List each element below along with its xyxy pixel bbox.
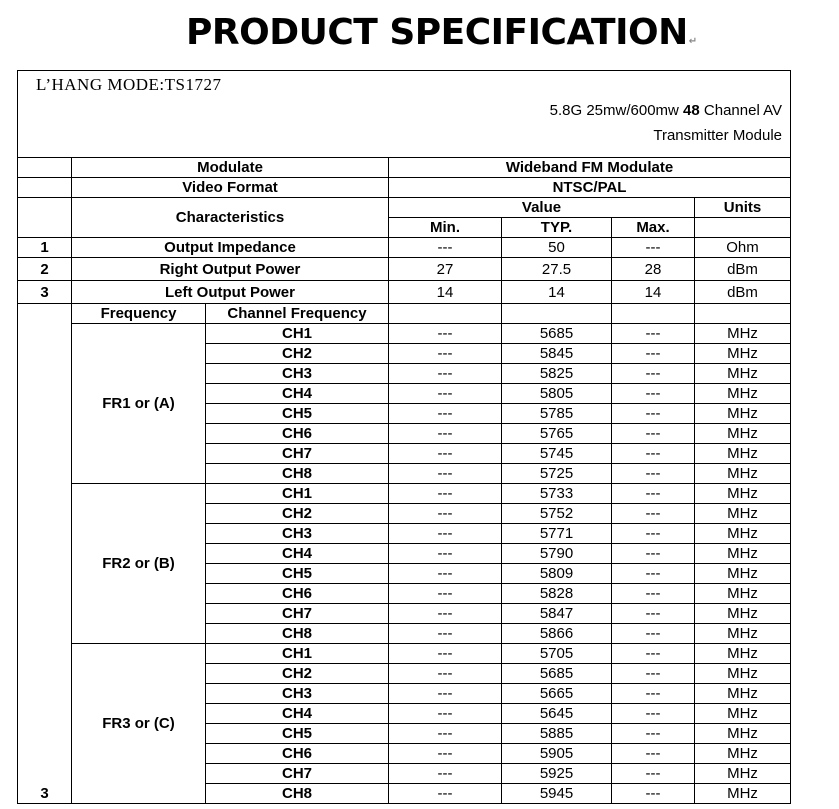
product-description xyxy=(550,101,782,120)
channel-name: CH7 xyxy=(206,604,389,624)
channel-name: CH4 xyxy=(206,704,389,724)
channel-name: CH7 xyxy=(206,764,389,784)
empty-cell xyxy=(612,304,695,324)
channel-typ: 5885 xyxy=(502,724,612,744)
empty-cell xyxy=(502,304,612,324)
channel-max: --- xyxy=(612,704,695,724)
channel-max: --- xyxy=(612,504,695,524)
header-cell xyxy=(18,71,791,158)
channel-row xyxy=(18,324,791,344)
channel-max: --- xyxy=(612,484,695,504)
channel-frequency-label: Channel Frequency xyxy=(206,304,389,324)
value-label: Value xyxy=(389,198,695,218)
channel-min: --- xyxy=(389,384,502,404)
channel-max: --- xyxy=(612,404,695,424)
channel-min: --- xyxy=(389,764,502,784)
channel-unit: MHz xyxy=(695,384,791,404)
channel-typ: 5785 xyxy=(502,404,612,424)
channel-typ: 5905 xyxy=(502,744,612,764)
channel-min: --- xyxy=(389,644,502,664)
title-text: PRODUCT SPECIFICATION xyxy=(186,12,688,53)
channel-unit: MHz xyxy=(695,764,791,784)
channel-name: CH5 xyxy=(206,724,389,744)
channel-typ: 5825 xyxy=(502,364,612,384)
channel-typ: 5805 xyxy=(502,384,612,404)
channel-name: CH5 xyxy=(206,564,389,584)
spec-unit: Ohm xyxy=(695,238,791,258)
channel-max: --- xyxy=(612,644,695,664)
channel-typ: 5752 xyxy=(502,504,612,524)
empty-cell xyxy=(18,198,72,238)
channel-max: --- xyxy=(612,444,695,464)
header-row xyxy=(18,71,791,158)
channel-unit: MHz xyxy=(695,584,791,604)
channel-unit: MHz xyxy=(695,784,791,804)
spec-max: 14 xyxy=(612,281,695,304)
desc-part1: 5.8G 25mw/600mw xyxy=(549,102,684,119)
modulate-row xyxy=(18,158,791,178)
channel-typ: 5725 xyxy=(502,464,612,484)
modulate-value: Wideband FM Modulate xyxy=(389,158,791,178)
channel-typ: 5925 xyxy=(502,764,612,784)
spec-table xyxy=(17,70,791,804)
channel-max: --- xyxy=(612,564,695,584)
channel-max: --- xyxy=(612,664,695,684)
spec-min: --- xyxy=(389,238,502,258)
channel-unit: MHz xyxy=(695,544,791,564)
spec-min: 27 xyxy=(389,258,502,281)
channel-typ: 5645 xyxy=(502,704,612,724)
channel-typ: 5945 xyxy=(502,784,612,804)
channel-name: CH2 xyxy=(206,344,389,364)
channel-name: CH4 xyxy=(206,544,389,564)
channel-min: --- xyxy=(389,584,502,604)
channel-name: CH3 xyxy=(206,364,389,384)
channel-max: --- xyxy=(612,344,695,364)
spec-table-wrapper xyxy=(17,70,790,804)
channel-name: CH3 xyxy=(206,684,389,704)
channel-row xyxy=(18,484,791,504)
spec-max: 28 xyxy=(612,258,695,281)
empty-cell xyxy=(389,304,502,324)
desc-bold: 48 xyxy=(683,102,700,119)
spec-number: 3 xyxy=(18,281,72,304)
channel-typ: 5847 xyxy=(502,604,612,624)
channel-min: --- xyxy=(389,744,502,764)
channel-max: --- xyxy=(612,624,695,644)
spec-name: Output Impedance xyxy=(72,238,389,258)
value-header-row xyxy=(18,198,791,218)
paragraph-mark: ↵ xyxy=(688,36,697,47)
channel-unit: MHz xyxy=(695,524,791,544)
channel-min: --- xyxy=(389,424,502,444)
channel-max: --- xyxy=(612,684,695,704)
channel-min: --- xyxy=(389,564,502,584)
empty-cell xyxy=(18,178,72,198)
channel-min: --- xyxy=(389,604,502,624)
min-label: Min. xyxy=(389,218,502,238)
spec-typ: 27.5 xyxy=(502,258,612,281)
channel-unit: MHz xyxy=(695,704,791,724)
spec-row xyxy=(18,238,791,258)
video-format-value: NTSC/PAL xyxy=(389,178,791,198)
channel-unit: MHz xyxy=(695,744,791,764)
group-label: FR1 or (A) xyxy=(72,324,206,484)
video-format-label: Video Format xyxy=(72,178,389,198)
channel-min: --- xyxy=(389,544,502,564)
channel-min: --- xyxy=(389,704,502,724)
channel-unit: MHz xyxy=(695,344,791,364)
product-description-line2: Transmitter Module xyxy=(653,127,783,144)
channel-unit: MHz xyxy=(695,644,791,664)
channel-max: --- xyxy=(612,604,695,624)
channel-typ: 5866 xyxy=(502,624,612,644)
channel-typ: 5809 xyxy=(502,564,612,584)
channel-max: --- xyxy=(612,364,695,384)
channel-unit: MHz xyxy=(695,664,791,684)
channel-name: CH7 xyxy=(206,444,389,464)
channel-min: --- xyxy=(389,724,502,744)
modulate-label: Modulate xyxy=(72,158,389,178)
channel-unit: MHz xyxy=(695,684,791,704)
channel-unit: MHz xyxy=(695,364,791,384)
channel-name: CH6 xyxy=(206,424,389,444)
channel-name: CH8 xyxy=(206,464,389,484)
channel-name: CH2 xyxy=(206,504,389,524)
channel-typ: 5685 xyxy=(502,664,612,684)
channel-unit: MHz xyxy=(695,484,791,504)
channel-row xyxy=(18,644,791,664)
channel-max: --- xyxy=(612,584,695,604)
spec-unit: dBm xyxy=(695,281,791,304)
channel-typ: 5745 xyxy=(502,444,612,464)
channel-typ: 5665 xyxy=(502,684,612,704)
channel-max: --- xyxy=(612,764,695,784)
spec-row xyxy=(18,258,791,281)
channel-max: --- xyxy=(612,744,695,764)
channel-typ: 5705 xyxy=(502,644,612,664)
channel-unit: MHz xyxy=(695,444,791,464)
channel-max: --- xyxy=(612,524,695,544)
spec-typ: 50 xyxy=(502,238,612,258)
channel-max: --- xyxy=(612,724,695,744)
channel-min: --- xyxy=(389,324,502,344)
channel-max: --- xyxy=(612,424,695,444)
group-label: FR2 or (B) xyxy=(72,484,206,644)
spec-min: 14 xyxy=(389,281,502,304)
channel-max: --- xyxy=(612,544,695,564)
section-number: 3 xyxy=(18,304,72,804)
channel-min: --- xyxy=(389,444,502,464)
spec-name: Right Output Power xyxy=(72,258,389,281)
channel-unit: MHz xyxy=(695,624,791,644)
channel-typ: 5828 xyxy=(502,584,612,604)
units-label: Units xyxy=(695,198,791,218)
spec-number: 2 xyxy=(18,258,72,281)
channel-name: CH5 xyxy=(206,404,389,424)
spec-number: 1 xyxy=(18,238,72,258)
channel-min: --- xyxy=(389,684,502,704)
channel-name: CH6 xyxy=(206,744,389,764)
channel-unit: MHz xyxy=(695,464,791,484)
channel-name: CH2 xyxy=(206,664,389,684)
channel-name: CH1 xyxy=(206,484,389,504)
channel-max: --- xyxy=(612,784,695,804)
frequency-label: Frequency xyxy=(72,304,206,324)
channel-min: --- xyxy=(389,364,502,384)
channel-name: CH3 xyxy=(206,524,389,544)
channel-unit: MHz xyxy=(695,724,791,744)
channel-name: CH4 xyxy=(206,384,389,404)
channel-name: CH6 xyxy=(206,584,389,604)
model-line: L’HANG MODE:TS1727 xyxy=(36,75,222,94)
max-label: Max. xyxy=(612,218,695,238)
channel-max: --- xyxy=(612,384,695,404)
channel-min: --- xyxy=(389,484,502,504)
channel-max: --- xyxy=(612,464,695,484)
channel-name: CH8 xyxy=(206,624,389,644)
channel-typ: 5790 xyxy=(502,544,612,564)
channel-min: --- xyxy=(389,344,502,364)
channel-max: --- xyxy=(612,324,695,344)
channel-typ: 5685 xyxy=(502,324,612,344)
channel-min: --- xyxy=(389,404,502,424)
empty-cell xyxy=(695,218,791,238)
spec-max: --- xyxy=(612,238,695,258)
channel-min: --- xyxy=(389,504,502,524)
channel-unit: MHz xyxy=(695,424,791,444)
channel-min: --- xyxy=(389,624,502,644)
channel-min: --- xyxy=(389,664,502,684)
channel-unit: MHz xyxy=(695,404,791,424)
spec-unit: dBm xyxy=(695,258,791,281)
desc-part2: Channel AV xyxy=(699,102,783,119)
group-label: FR3 or (C) xyxy=(72,644,206,804)
spec-row xyxy=(18,281,791,304)
channel-name: CH1 xyxy=(206,644,389,664)
spec-typ: 14 xyxy=(502,281,612,304)
empty-cell xyxy=(695,304,791,324)
channel-name: CH1 xyxy=(206,324,389,344)
spec-name: Left Output Power xyxy=(72,281,389,304)
channel-typ: 5733 xyxy=(502,484,612,504)
channel-unit: MHz xyxy=(695,504,791,524)
channel-min: --- xyxy=(389,524,502,544)
empty-cell xyxy=(18,158,72,178)
channel-unit: MHz xyxy=(695,604,791,624)
frequency-header-row xyxy=(18,304,791,324)
channel-typ: 5771 xyxy=(502,524,612,544)
channel-min: --- xyxy=(389,464,502,484)
channel-typ: 5765 xyxy=(502,424,612,444)
typ-label: TYP. xyxy=(502,218,612,238)
channel-typ: 5845 xyxy=(502,344,612,364)
channel-min: --- xyxy=(389,784,502,804)
channel-unit: MHz xyxy=(695,564,791,584)
characteristics-label: Characteristics xyxy=(72,198,389,238)
channel-name: CH8 xyxy=(206,784,389,804)
channel-unit: MHz xyxy=(695,324,791,344)
video-format-row xyxy=(18,178,791,198)
spec-table-body xyxy=(18,71,791,804)
